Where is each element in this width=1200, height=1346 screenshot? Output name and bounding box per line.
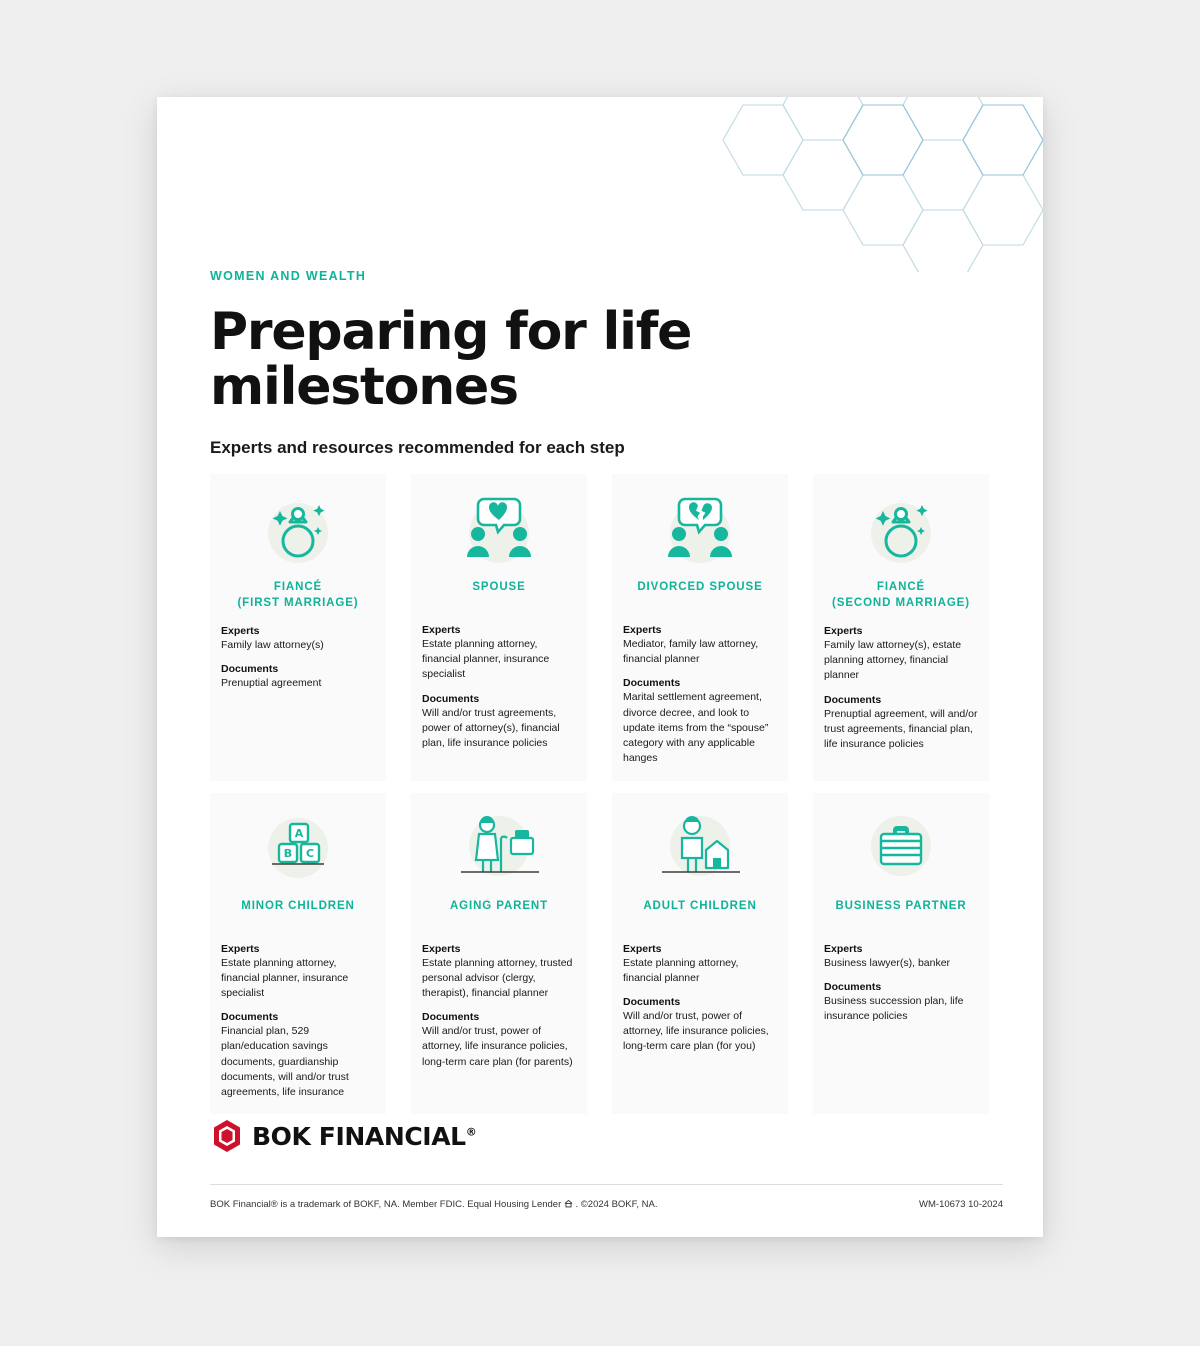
experts-label: Experts — [824, 942, 863, 955]
documents-value: Will and/or trust, power of attorney, life insurance policies, long-term care plan (for parents) — [422, 1025, 573, 1068]
milestone-card — [813, 474, 989, 781]
milestone-card — [210, 793, 386, 1115]
milestone-card — [612, 474, 788, 781]
documents-value: Will and/or trust agreements, power of attorney(s), financial plan, life insurance policies — [422, 706, 560, 750]
documents-value: Prenuptial agreement — [221, 677, 322, 690]
footer-doc-code: WM-10673 10-2024 — [919, 1199, 1003, 1210]
documents-label: Documents — [221, 1011, 279, 1024]
equal-housing-lender-icon — [564, 1199, 576, 1210]
documents-label: Documents — [221, 663, 279, 676]
milestone-card — [411, 474, 587, 781]
svg-text:A: A — [294, 826, 304, 840]
card-title — [221, 899, 375, 929]
experts-value: Estate planning attorney, financial planner, insurance specialist — [221, 956, 349, 999]
card-title-line1: SPOUSE — [472, 581, 526, 593]
milestone-card — [813, 793, 989, 1115]
brand-logo — [210, 1119, 476, 1153]
experts-value: Estate planning attorney, financial planner, insurance specialist — [422, 638, 550, 681]
milestone-card-grid — [210, 474, 1002, 1114]
svg-text:C: C — [305, 846, 315, 860]
card-title — [824, 899, 978, 929]
registered-mark: ® — [465, 1125, 477, 1139]
documents-label: Documents — [623, 677, 681, 690]
documents-label: Documents — [623, 995, 681, 1008]
experts-label: Experts — [422, 624, 461, 636]
page-title: Preparing for life milestones — [210, 302, 692, 417]
ring-sparkle-icon — [824, 474, 978, 574]
documents-value: Marital settlement agreement, divorce decree, and look to update items from the “spouse” category with any applicable hanges — [623, 691, 769, 765]
experts-value: Estate planning attorney, financial planner — [623, 956, 739, 984]
documents-label: Documents — [824, 980, 882, 993]
svg-text:B: B — [283, 846, 293, 860]
aging-parent-icon — [422, 793, 576, 893]
page-subtitle: Experts and resources recommended for each step — [210, 438, 625, 458]
milestone-card — [210, 474, 386, 781]
card-title-line1: AGING PARENT — [449, 899, 549, 912]
ring-sparkle-icon — [221, 474, 375, 574]
experts-value: Family law attorney(s), estate planning attorney, financial planner — [824, 639, 962, 682]
document-header — [210, 97, 1003, 458]
abc-blocks-icon — [221, 793, 375, 893]
experts-label: Experts — [221, 942, 260, 955]
card-title — [221, 580, 375, 611]
footer-divider — [210, 1184, 1003, 1185]
experts-label: Experts — [422, 942, 461, 955]
briefcase-icon — [824, 793, 978, 893]
card-title-line1: FIANCÉ — [876, 581, 926, 593]
experts-value: Family law attorney(s) — [221, 639, 324, 652]
documents-value: Business succession plan, life insurance policies — [824, 994, 964, 1022]
couple-broken-heart-icon — [623, 474, 777, 574]
bok-hexagon-logo-icon — [210, 1119, 244, 1153]
eyebrow-label: WOMEN AND WEALTH — [210, 269, 367, 283]
card-title-line1: MINOR CHILDREN — [241, 899, 355, 912]
card-title-line1: ADULT CHILDREN — [643, 899, 757, 912]
couple-heart-icon — [422, 474, 576, 574]
experts-value: Mediator, family law attorney, financial planner — [623, 638, 759, 666]
card-title-line1: BUSINESS PARTNER — [835, 899, 967, 912]
experts-label: Experts — [824, 625, 863, 638]
documents-label: Documents — [422, 1011, 480, 1024]
experts-label: Experts — [623, 942, 662, 955]
card-title-line2: (FIRST MARRIAGE) — [237, 596, 359, 609]
footer-disclaimer-part2: . ©2024 BOKF, NA. — [575, 1199, 658, 1210]
documents-value: Prenuptial agreement, will and/or trust agreements, financial plan, life insurance policies — [824, 707, 978, 751]
documents-value: Financial plan, 529 plan/education savings documents, guardianship documents, will and/or trust agreements, life insurance — [221, 1025, 349, 1099]
brand-name — [252, 1122, 476, 1151]
brand-name-text: BOK FINANCIAL — [252, 1121, 466, 1151]
card-title-line2: (SECOND MARRIAGE) — [832, 596, 970, 609]
card-title — [824, 580, 978, 611]
card-title — [623, 580, 777, 610]
card-title — [623, 899, 777, 929]
experts-label: Experts — [623, 624, 662, 636]
adult-child-house-icon — [623, 793, 777, 893]
card-title — [422, 899, 576, 929]
documents-label: Documents — [824, 693, 882, 706]
footer-disclaimer-part1: BOK Financial® is a trademark of BOKF, NA. Member FDIC. Equal Housing Lender — [210, 1199, 562, 1210]
document-page — [157, 97, 1043, 1237]
documents-value: Will and/or trust, power of attorney, life insurance policies, long-term care plan (for you) — [623, 1009, 769, 1053]
page-footer — [210, 1199, 1003, 1210]
footer-disclaimer — [210, 1199, 658, 1210]
experts-value: Business lawyer(s), banker — [824, 956, 951, 969]
milestone-card — [612, 793, 788, 1115]
documents-label: Documents — [422, 692, 480, 705]
experts-value: Estate planning attorney, trusted personal advisor (clergy, therapist), financial planner — [422, 956, 573, 999]
card-title — [422, 580, 576, 610]
card-title-line1: DIVORCED SPOUSE — [637, 581, 763, 593]
milestone-card — [411, 793, 587, 1115]
experts-label: Experts — [221, 625, 260, 638]
card-title-line1: FIANCÉ — [273, 581, 323, 593]
